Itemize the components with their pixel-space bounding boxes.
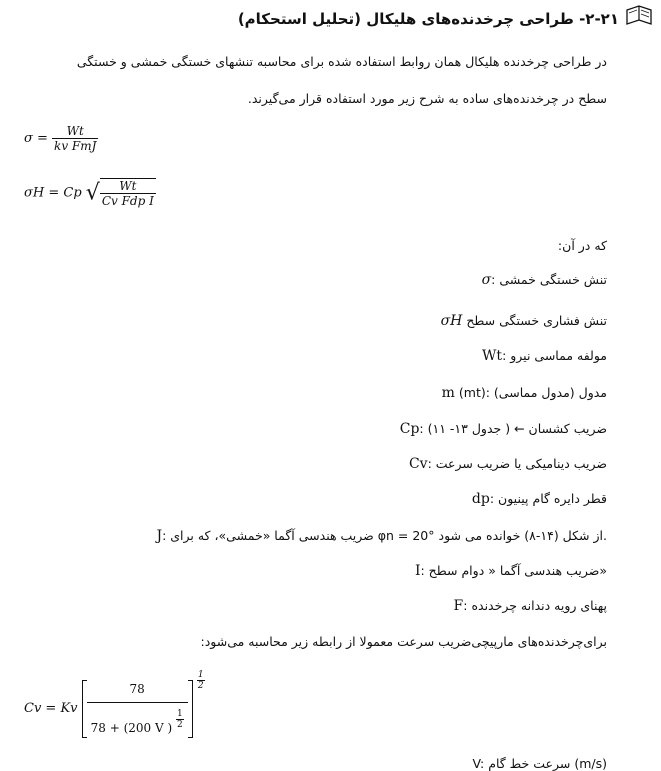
symbol: Cp bbox=[399, 421, 420, 437]
cv-denominator: 78 + (200 V ) $\frac{1}{2}$ bbox=[90, 709, 183, 735]
definition-text: تنش فشاری خستگی سطح bbox=[466, 313, 607, 328]
definition-text: : ضریب دینامیکی یا ضریب سرعت bbox=[427, 456, 607, 471]
definition-m bbox=[442, 385, 607, 401]
definition-dp bbox=[472, 491, 607, 507]
formula2-fraction bbox=[100, 178, 156, 208]
definition-f bbox=[454, 598, 607, 614]
sqrt-sign: √ bbox=[85, 180, 100, 206]
formula2-lhs: σH = Cp bbox=[24, 185, 82, 201]
cv-fraction bbox=[87, 676, 188, 741]
symbol: σ bbox=[481, 272, 492, 288]
outer-exponent-half: $\frac{1}{2}$ bbox=[197, 670, 204, 691]
definition-cv bbox=[409, 456, 607, 472]
formula1-lhs: σ = bbox=[24, 131, 48, 146]
where-label: که در آن: bbox=[557, 238, 607, 253]
symbol: F bbox=[453, 598, 464, 614]
cv-numerator: 78 bbox=[87, 676, 188, 703]
cv-lhs: Cv = Kv bbox=[24, 701, 78, 716]
symbol: Cv bbox=[408, 456, 428, 472]
exponent-half: $\frac{1}{2}$ bbox=[177, 709, 183, 730]
definition-text: : قطر دایره گام پینیون bbox=[489, 491, 607, 506]
definition-i bbox=[415, 563, 607, 579]
symbol: I bbox=[414, 563, 421, 579]
formula2-numerator: Wt bbox=[100, 179, 156, 194]
definition-text: : مولفه مماسی نیرو bbox=[502, 348, 607, 363]
definition-text: : ضریب کشسان ← ( جدول ۱۳- ۱۱) bbox=[419, 421, 607, 436]
velocity-factor-formula bbox=[24, 670, 205, 740]
section-heading bbox=[238, 10, 619, 28]
definition-text: : تنش خستگی خمشی bbox=[491, 272, 607, 287]
right-bracket bbox=[188, 680, 193, 738]
definition-text: : ضریب هندسی آگما «خمشی»، که برای φn = 20° از شکل (۱۴-۸) خوانده می شود. bbox=[162, 528, 607, 543]
symbol: Wt bbox=[482, 348, 503, 364]
formula1-fraction bbox=[52, 124, 98, 153]
symbol: m bbox=[441, 385, 455, 401]
definition-cp bbox=[400, 421, 607, 437]
helical-velocity-note: برای‌چرخدنده‌های مارپیچی‌ضریب سرعت معمولا از رابطه زیر محاسبه می‌شود: bbox=[200, 634, 607, 649]
intro-line-2: سطح در چرخدنده‌های ساده به شرح زیر مورد استفاده قرار می‌گیرند. bbox=[247, 91, 607, 106]
book-icon bbox=[625, 4, 653, 28]
section-title: طراحی چرخدنده‌های هلیکال (تحلیل استحکام) bbox=[237, 10, 574, 28]
formula1-denominator: kv FmJ bbox=[54, 139, 97, 153]
intro-line-1: در طراحی چرخدنده هلیکال همان روابط استفاده شده برای محاسبه تنشهای خستگی خمشی و خستگی bbox=[76, 54, 607, 69]
symbol: dp bbox=[471, 491, 490, 507]
formula1-numerator: Wt bbox=[52, 124, 98, 139]
section-number: ۲-۲۱- bbox=[579, 10, 619, 28]
pitch-line-velocity-definition: V: سرعت خط گام (m/s) bbox=[472, 756, 607, 771]
symbol: J bbox=[156, 528, 163, 544]
symbol: σH bbox=[440, 313, 463, 329]
definition-text: (mt): مدول (مدول مماسی) bbox=[458, 385, 607, 400]
definition-wt bbox=[482, 348, 607, 364]
bending-stress-formula bbox=[24, 124, 98, 153]
formula2-denominator: Cv Fdp I bbox=[101, 194, 154, 208]
definition-text: : ضریب هندسی آگما « دوام سطح» bbox=[420, 563, 607, 578]
definition-sigma bbox=[482, 272, 607, 288]
definition-text: : پهنای رویه دندانه چرخدنده bbox=[463, 598, 607, 613]
definition-j bbox=[156, 528, 607, 544]
surface-stress-formula bbox=[24, 178, 156, 208]
definition-sigma-h bbox=[441, 313, 607, 329]
